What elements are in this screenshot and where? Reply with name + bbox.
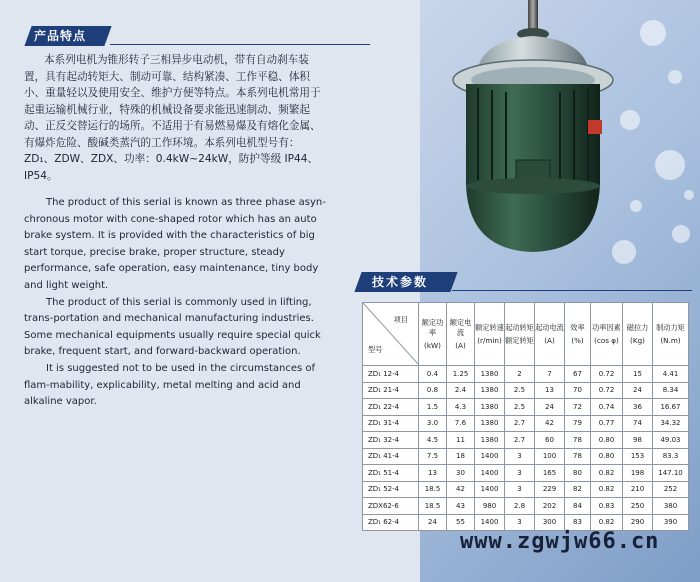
value-cell: 16.67 [653,399,689,416]
column-unit: (A) [455,340,466,350]
value-cell: 1400 [475,481,505,498]
table-header-row [363,303,689,366]
features-en-text [24,195,336,411]
motor-image [448,0,618,255]
table-column-header [623,303,653,366]
table-row [363,498,689,515]
table-row [363,382,689,399]
motor-bottom [466,184,600,252]
value-cell: 2 [505,366,535,383]
table-column-header [653,303,689,366]
value-cell: 250 [623,498,653,515]
model-cell: ZD₁ 41-4 [363,448,419,465]
value-cell: 8.34 [653,382,689,399]
column-unit: (A) [544,335,555,345]
value-cell: 67 [565,366,591,383]
watermark: www.zgwjw66.cn [460,529,660,554]
model-cell: ZD₁ 31-4 [363,415,419,432]
value-cell: 18.5 [419,498,447,515]
features-title: 产品特点 [34,29,87,43]
decor-bubble [684,190,694,200]
value-cell: 3 [505,448,535,465]
motor-red-plug [588,120,602,134]
value-cell: 165 [535,465,565,482]
value-cell: 84 [565,498,591,515]
decor-bubble [620,110,640,130]
value-cell: 43 [447,498,475,515]
decor-bubble [655,150,685,180]
value-cell: 229 [535,481,565,498]
decor-bubble [640,20,666,46]
value-cell: 36 [623,399,653,416]
value-cell: 390 [653,514,689,531]
value-cell: 30 [447,465,475,482]
value-cell: 4.3 [447,399,475,416]
value-cell: 1.5 [419,399,447,416]
value-cell: 80 [565,465,591,482]
model-cell: ZD₁ 12-4 [363,366,419,383]
value-cell: 0.72 [591,382,623,399]
value-cell: 0.4 [419,366,447,383]
column-name: 功率因素 [592,322,621,332]
value-cell: 1.25 [447,366,475,383]
value-cell: 0.74 [591,399,623,416]
table-row [363,399,689,416]
value-cell: 79 [565,415,591,432]
table-column-header [475,303,505,366]
value-cell: 74 [623,415,653,432]
value-cell: 202 [535,498,565,515]
zh-paragraph: 本系列电机为锥形转子三相异步电动机，带有自动刹车装置，具有起动转矩大、制动可靠、结构紧凑、工作平稳、体积小、重量轻以及使用安全、维护方便等特点。本系列电机常用于起重运输机械行业，特殊的机械设备要求能迅速制动、频繁起动、正反交替运行的场所。不适用于有易燃易爆及有熔化金属、有爆炸危险、酸碱类蒸汽的工作环境。本系列电机型号有：ZD₁、ZDW、ZDX、功率：0.4kW~24kW，防护等级 IP44、IP54。 [24,54,321,182]
value-cell: 1380 [475,382,505,399]
corner-diagonal [363,303,419,365]
value-cell: 1400 [475,514,505,531]
decor-bubble [672,225,690,243]
en-paragraph-2: The product of this serial is commonly used in lifting, trans-portation and mechanical manufacturing industries. Some mechanical equipments usually require special quick brake, frequent start, and forward-backward operation. [24,296,321,358]
value-cell: 18.5 [419,481,447,498]
value-cell: 3 [505,481,535,498]
value-cell: 0.83 [591,498,623,515]
model-cell: ZD₁ 62-4 [363,514,419,531]
table-column-header [591,303,623,366]
corner-top-label: 项目 [393,315,408,324]
value-cell: 1380 [475,399,505,416]
table-row [363,448,689,465]
value-cell: 34.32 [653,415,689,432]
value-cell: 3 [505,465,535,482]
value-cell: 0.80 [591,432,623,449]
value-cell: 147.10 [653,465,689,482]
column-name: 效率 [570,322,585,332]
value-cell: 24 [623,382,653,399]
value-cell: 0.82 [591,481,623,498]
model-cell: ZD₁ 22-4 [363,399,419,416]
corner-bottom-label: 型号 [368,345,383,354]
table-row [363,415,689,432]
value-cell: 0.82 [591,465,623,482]
value-cell: 2.5 [505,399,535,416]
column-unit: (r/min) [477,335,502,345]
value-cell: 78 [565,432,591,449]
value-cell: 300 [535,514,565,531]
table-column-header [419,303,447,366]
value-cell: 83 [565,514,591,531]
value-cell: 1400 [475,448,505,465]
value-cell: 11 [447,432,475,449]
features-divider [110,44,370,45]
value-cell: 198 [623,465,653,482]
decor-bubble [668,70,682,84]
value-cell: 7.5 [419,448,447,465]
value-cell: 980 [475,498,505,515]
value-cell: 3 [505,514,535,531]
value-cell: 0.77 [591,415,623,432]
column-unit: (Kg) [630,335,645,345]
value-cell: 290 [623,514,653,531]
motor-shaft [528,0,538,30]
value-cell: 15 [623,366,653,383]
value-cell: 2.4 [447,382,475,399]
value-cell: 42 [535,415,565,432]
spec-table [362,302,689,531]
value-cell: 55 [447,514,475,531]
column-unit: (cos φ) [594,335,619,345]
column-name: 起动转矩 [505,322,534,332]
table-row [363,481,689,498]
value-cell: 252 [653,481,689,498]
table-row [363,366,689,383]
value-cell: 4.5 [419,432,447,449]
tech-divider [452,290,692,291]
value-cell: 210 [623,481,653,498]
value-cell: 380 [653,498,689,515]
value-cell: 13 [419,465,447,482]
value-cell: 60 [535,432,565,449]
value-cell: 70 [565,382,591,399]
value-cell: 83.3 [653,448,689,465]
value-cell: 7.6 [447,415,475,432]
model-cell: ZD₁ 21-4 [363,382,419,399]
value-cell: 18 [447,448,475,465]
model-cell: ZD₁ 52-4 [363,481,419,498]
decor-bubble [630,200,642,212]
value-cell: 1400 [475,465,505,482]
value-cell: 49.03 [653,432,689,449]
value-cell: 82 [565,481,591,498]
column-name: 磁拉力 [626,322,649,332]
model-cell: ZDX62-6 [363,498,419,515]
table-column-header [447,303,475,366]
column-name: 制动力矩 [656,322,685,332]
table-column-header [565,303,591,366]
value-cell: 2.7 [505,432,535,449]
value-cell: 1380 [475,415,505,432]
value-cell: 0.72 [591,366,623,383]
table-row [363,465,689,482]
value-cell: 24 [535,399,565,416]
column-unit: (%) [571,335,584,345]
value-cell: 78 [565,448,591,465]
column-name: 额定电流 [449,317,472,337]
model-cell: ZD₁ 32-4 [363,432,419,449]
value-cell: 2.5 [505,382,535,399]
table-corner-cell [363,303,419,366]
model-cell: ZD₁ 51-4 [363,465,419,482]
column-unit: (N.m) [660,335,681,345]
value-cell: 1380 [475,432,505,449]
value-cell: 1380 [475,366,505,383]
value-cell: 98 [623,432,653,449]
en-paragraph-1: The product of this serial is known as three phase asyn-chronous motor with cone-shaped rotor which has an auto brake system. It is provided with the characteristics of big start torque, precise brake, proper structure, steady performance, safe operation, easy maintenance, tiny body and light weight. [24,197,326,291]
table-row [363,432,689,449]
value-cell: 7 [535,366,565,383]
value-cell: 13 [535,382,565,399]
value-cell: 2.8 [505,498,535,515]
column-name: 额定功率 [421,317,444,337]
value-cell: 42 [447,481,475,498]
table-column-header [505,303,535,366]
value-cell: 4.41 [653,366,689,383]
value-cell: 0.80 [591,448,623,465]
tech-title: 技术参数 [372,275,429,289]
value-cell: 0.82 [591,514,623,531]
value-cell: 2.7 [505,415,535,432]
table-body [363,366,689,531]
value-cell: 153 [623,448,653,465]
value-cell: 72 [565,399,591,416]
value-cell: 3.0 [419,415,447,432]
table-column-header [535,303,565,366]
column-unit: 额定转矩 [505,335,534,345]
value-cell: 0.8 [419,382,447,399]
en-paragraph-3: It is suggested not to be used in the circumstances of flam-mability, explicability, metal melting and acid and alkaline vapor. [24,362,316,408]
column-unit: (kW) [424,340,441,350]
column-name: 额定转速 [475,322,504,332]
value-cell: 100 [535,448,565,465]
column-name: 起动电流 [535,322,564,332]
value-cell: 24 [419,514,447,531]
features-zh-text [24,52,324,184]
